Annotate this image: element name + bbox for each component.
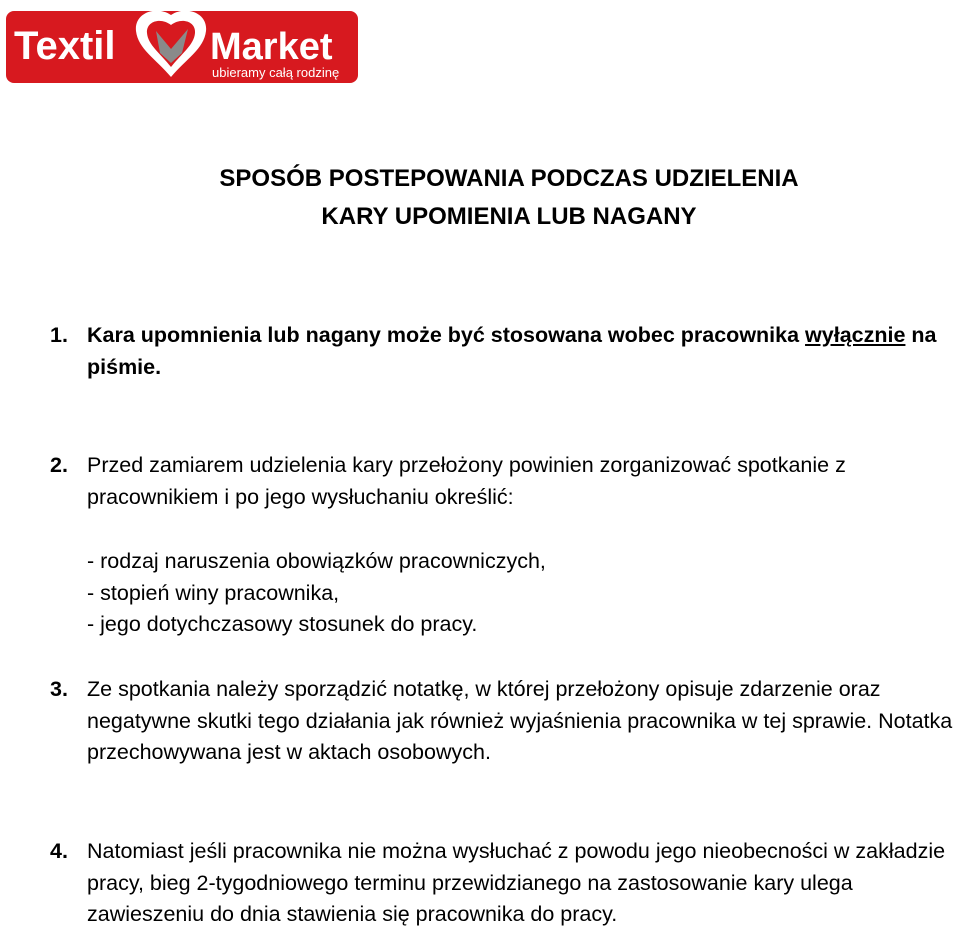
document-title [0, 160, 960, 236]
emphasis-underlined: wyłącznie [805, 323, 906, 347]
sub-item: - rodzaj naruszenia obowiązków pracowniczych, [87, 549, 546, 573]
item-text: Kara upomnienia lub nagany może być stosowana wobec pracownika wyłącznie na piśmie. [87, 323, 937, 379]
title-line-1: SPOSÓB POSTEPOWANIA PODCZAS UDZIELENIA [219, 165, 799, 192]
item-number: 3. [50, 677, 68, 701]
textil-market-logo [6, 7, 358, 87]
item-text: Ze spotkania należy sporządzić notatkę, w której przełożony opisuje zdarzenie oraz negatywne skutki tego działania jak również wyjaśnienia pracownika w tej sprawie. Notatka przechowywana jest w aktach osobowych. [87, 677, 953, 764]
sub-list [87, 546, 546, 641]
item-text: Natomiast jeśli pracownika nie można wysłuchać z powodu jego nieobecności w zakładzie pracy, bieg 2-tygodniowego terminu przewidzianego na zastosowanie kary ulega zawieszeniu do dnia stawienia się pracownika do pracy. [87, 839, 946, 926]
logo-tagline: ubieramy całą rodzinę [212, 65, 340, 80]
logo-graphic [6, 7, 358, 87]
list-item-1 [50, 320, 955, 383]
list-item-3 [50, 674, 955, 769]
list-item-4 [50, 836, 955, 931]
title-line-2: KARY UPOMIENIA LUB NAGANY [321, 203, 697, 230]
sub-item: - stopień winy pracownika, [87, 580, 340, 605]
item-number: 4. [50, 839, 68, 863]
item-number: 2. [50, 453, 68, 477]
item-text: Przed zamiarem udzielenia kary przełożony powinien zorganizować spotkanie z pracownikiem i po jego wysłuchaniu określić: [87, 453, 846, 509]
list-item-2 [50, 450, 955, 513]
logo-word-textil: Textil [14, 24, 116, 68]
sub-item: - jego dotychczasowy stosunek do pracy. [87, 612, 478, 636]
item-number: 1. [50, 323, 68, 347]
logo-word-market: Market [210, 26, 333, 68]
